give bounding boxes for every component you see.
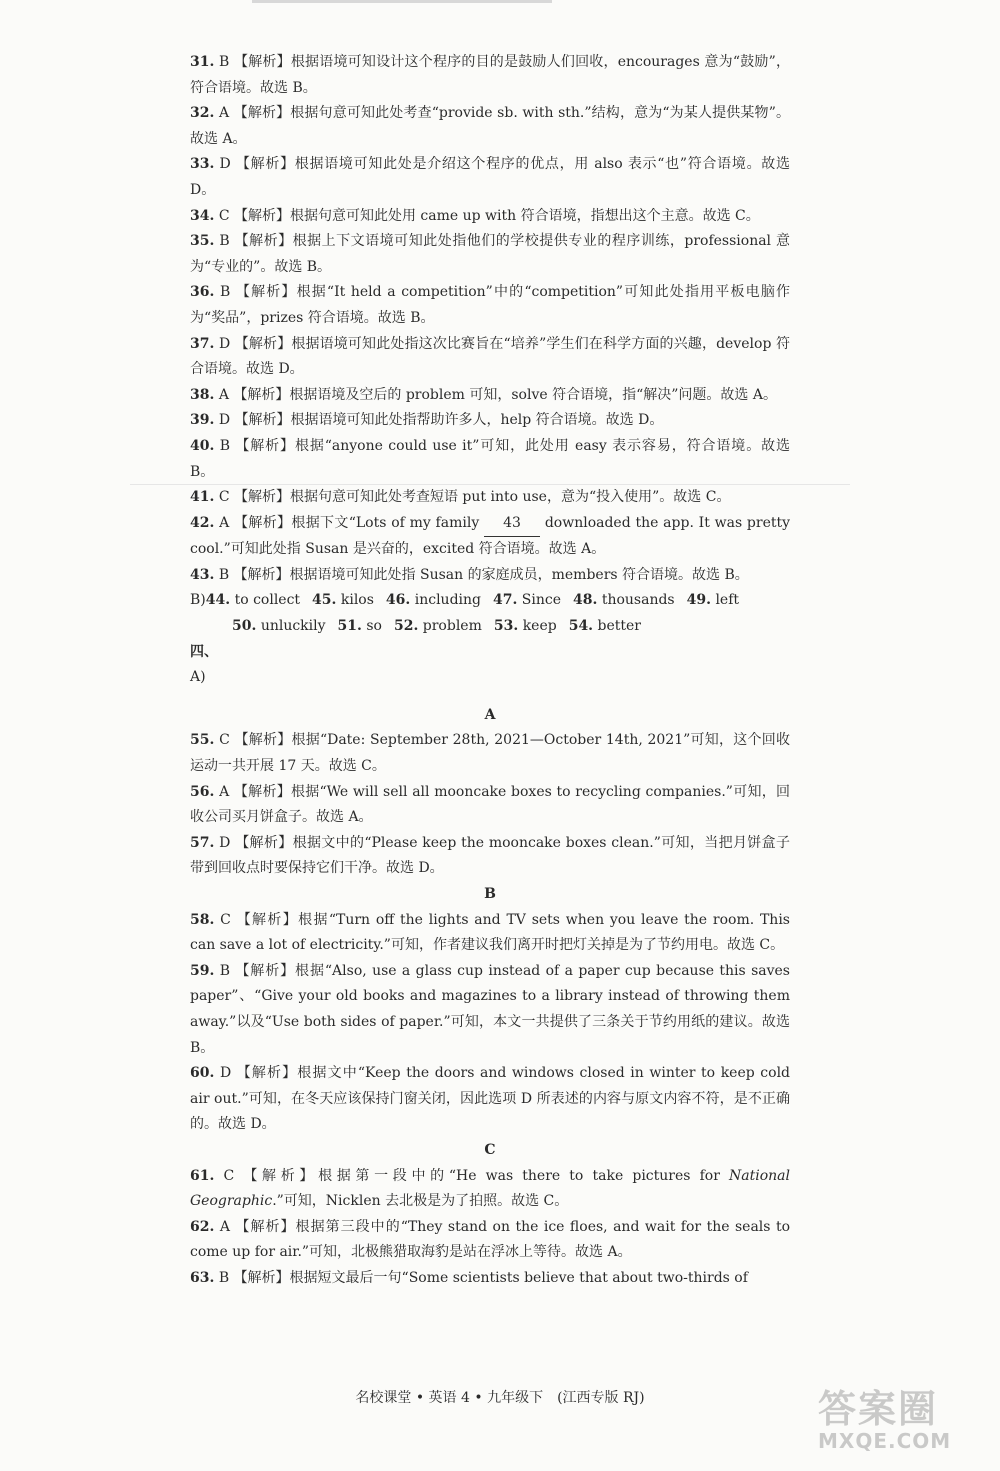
fill-number: 52. bbox=[393, 618, 419, 635]
fill-number: 51. bbox=[337, 618, 362, 635]
answer-item bbox=[190, 959, 790, 1061]
answer-item bbox=[190, 780, 790, 831]
answer-item bbox=[190, 332, 790, 383]
item-number: 34. bbox=[190, 207, 215, 224]
passage-b-explanations bbox=[190, 908, 790, 1138]
answer-item bbox=[190, 229, 790, 280]
item-number: 58. bbox=[190, 911, 215, 928]
fill-answers-1 bbox=[206, 592, 739, 608]
item-text: C 【解析】根据“Date: September 28th, 2021—October 14th, 2021”可知，这个回收运动一共开展 17 天。故选 C。 bbox=[190, 732, 790, 775]
answer-item bbox=[190, 485, 790, 511]
answer-item bbox=[190, 831, 790, 882]
item-text-after: .”可知，Nicklen 去北极是为了拍照。故选 C。 bbox=[272, 1193, 569, 1210]
fill-number: 48. bbox=[573, 592, 598, 609]
fill-number: 47. bbox=[492, 592, 518, 609]
answer-item bbox=[190, 1215, 790, 1266]
answer-item bbox=[190, 204, 790, 230]
fill-answer: Since bbox=[521, 592, 562, 609]
item-number: 35. bbox=[190, 233, 215, 250]
item-number: 42. bbox=[190, 514, 215, 531]
item-text: B 【解析】根据语境可知设计这个程序的目的是鼓励人们回收，encourages 意为“鼓励”，符合语境。故选 B。 bbox=[190, 54, 791, 96]
blank-43: 43 bbox=[484, 511, 540, 538]
item-text: B 【解析】根据上下文语境可知此处指他们的学校提供专业的程序训练，professional 意为“专业的”。故选 B。 bbox=[190, 233, 790, 275]
passage-b-heading: B bbox=[484, 886, 496, 902]
item-text: D 【解析】根据语境可知此处是介绍这个程序的优点，用 also 表示“也”符合语境。故选 D。 bbox=[190, 156, 791, 198]
item-number: 36. bbox=[190, 284, 215, 301]
fill-in-row-2 bbox=[190, 614, 790, 640]
item-text: A 【解析】根据第三段中的“They stand on the ice floes, and wait for the seals to come up for air.”可知，北极熊猎取海豹是站在浮冰上等待。故选 A。 bbox=[190, 1218, 790, 1261]
answer-item bbox=[190, 728, 790, 779]
fill-answer: thousands bbox=[601, 592, 675, 609]
item-number: 39. bbox=[190, 412, 215, 429]
passage-a-heading: A bbox=[484, 706, 496, 723]
item-number: 40. bbox=[190, 437, 215, 454]
item-text: B 【解析】根据“It held a competition”中的“competition”可知此处指用平板电脑作为“奖品”，prizes 符合语境。故选 B。 bbox=[190, 284, 790, 326]
item-number: 61. bbox=[190, 1167, 215, 1184]
item-text: C 【解析】根据“Turn off the lights and TV sets when you leave the room. This can save a lot of electricity.”可知，作者建议我们离开时把灯关掉是为了节约用电。故选 C。 bbox=[190, 911, 790, 954]
item-text: B 【解析】根据“anyone could use it”可知，此处用 easy 表示容易，符合语境。故选 B。 bbox=[190, 437, 790, 480]
item-number: 60. bbox=[190, 1065, 215, 1082]
page-footer: 名校课堂 • 英语 4 • 九年级下 (江西专版 RJ) bbox=[355, 1390, 645, 1406]
fill-number: 54. bbox=[568, 618, 594, 635]
item-number: 62. bbox=[190, 1218, 215, 1235]
answer-item bbox=[190, 383, 790, 409]
answer-item-61 bbox=[190, 1164, 790, 1215]
fill-number: 45. bbox=[312, 592, 337, 609]
item-number: 31. bbox=[190, 54, 215, 70]
item-text: A 【解析】根据句意可知此处考查“provide sb. with sth.”结构，意为“为某人提供某物”。故选 A。 bbox=[190, 105, 791, 147]
scan-edge-line bbox=[252, 0, 552, 3]
item-text: A 【解析】根据“We will sell all mooncake boxes to recycling companies.”可知，回收公司买月饼盒子。故选 A。 bbox=[190, 783, 790, 826]
section-four-sub: A) bbox=[190, 669, 206, 686]
answer-item bbox=[190, 101, 790, 152]
fill-answer: keep bbox=[522, 618, 557, 635]
item-text: A 【解析】根据语境及空后的 problem 可知，solve 符合语境，指“解决”问题。故选 A。 bbox=[218, 386, 777, 403]
fill-in-row-1 bbox=[190, 588, 790, 614]
item-number: 59. bbox=[190, 962, 215, 979]
answer-item bbox=[190, 908, 790, 959]
fill-number: 50. bbox=[232, 618, 257, 635]
italic-title: National Geographic bbox=[190, 1167, 790, 1210]
cloze-explanations bbox=[190, 50, 790, 511]
fill-answer: so bbox=[366, 618, 382, 635]
item-number: 38. bbox=[190, 386, 215, 403]
item-text-after: downloaded the app. It was pretty cool.”可知此处指 Susan 是兴奋的，excited 符合语境。故选 A。 bbox=[190, 514, 791, 558]
item-number: 33. bbox=[190, 156, 215, 173]
item-text-before: C 【解析】根据第一段中的“He was there to take pictures for bbox=[223, 1167, 730, 1184]
item-text: B 【解析】根据“Also, use a glass cup instead of a paper cup because this saves paper”、“Give your old books and magazines to a library instead of throwing them away.”以及“Use both sides of paper.”可知，本文一共提供了三条关于节约用纸的建议。故选 B。 bbox=[190, 962, 790, 1056]
answer-key-content bbox=[190, 50, 790, 1292]
fill-answer: kilos bbox=[340, 592, 374, 609]
answer-item bbox=[190, 1266, 790, 1292]
passage-c-explanations bbox=[190, 1215, 790, 1292]
passage-a-explanations bbox=[190, 728, 790, 882]
item-text: B 【解析】根据语境可知此处指 Susan 的家庭成员，members 符合语境。故选 B。 bbox=[218, 566, 749, 583]
fill-answers-2 bbox=[232, 618, 641, 634]
item-text: D 【解析】根据文中的“Please keep the mooncake boxes clean.”可知，当把月饼盒子带到回收点时要保持它们干净。故选 D。 bbox=[190, 834, 791, 877]
item-text-before: A 【解析】根据下文“Lots of my family bbox=[219, 514, 480, 531]
answer-item bbox=[190, 152, 790, 203]
item-text: C 【解析】根据句意可知此处考查短语 put into use，意为“投入使用”。故选 C。 bbox=[218, 489, 731, 506]
item-text: D 【解析】根据文中“Keep the doors and windows closed in winter to keep cold air out.”可知，在冬天应该保持门窗关闭，因此选项 D 所表述的内容与原文内容不符，是不正确的。故选 D。 bbox=[190, 1065, 791, 1133]
item-text: B 【解析】根据短文最后一句“Some scientists believe that about two-thirds of bbox=[218, 1269, 748, 1286]
fill-answer: to collect bbox=[234, 592, 301, 609]
answer-item-43 bbox=[190, 563, 790, 589]
item-number: 37. bbox=[190, 335, 215, 352]
item-number: 32. bbox=[190, 105, 215, 122]
fill-answer: problem bbox=[422, 618, 482, 635]
fill-number: 44. bbox=[205, 592, 231, 609]
fill-number: 53. bbox=[493, 618, 519, 635]
answer-item bbox=[190, 280, 790, 331]
answer-item bbox=[190, 408, 790, 434]
fill-answer: including bbox=[414, 592, 481, 609]
fill-answer: left bbox=[715, 592, 740, 609]
item-text: D 【解析】根据语境可知此处指帮助许多人，help 符合语境。故选 D。 bbox=[218, 412, 664, 429]
section-b-label: B) bbox=[190, 592, 206, 609]
answer-item bbox=[190, 1061, 790, 1138]
item-text: C 【解析】根据句意可知此处用 came up with 符合语境，指想出这个主意。故选 C。 bbox=[218, 207, 760, 224]
fill-answer: unluckily bbox=[260, 618, 326, 635]
item-number: 43. bbox=[190, 566, 215, 583]
watermark-logo: 答案圈 bbox=[818, 1387, 939, 1431]
section-four-heading: 四、 bbox=[190, 643, 218, 660]
passage-c-heading: C bbox=[484, 1141, 496, 1158]
item-text: D 【解析】根据语境可知此处指这次比赛旨在“培养”学生们在科学方面的兴趣，develop 符合语境。故选 D。 bbox=[190, 335, 790, 378]
answer-item bbox=[190, 434, 790, 485]
watermark-url: MXQE.COM bbox=[818, 1429, 952, 1453]
item-number: 56. bbox=[190, 783, 215, 800]
item-number: 41. bbox=[190, 489, 215, 506]
answer-item-42 bbox=[190, 511, 790, 563]
item-number: 57. bbox=[190, 834, 215, 851]
fill-answer: better bbox=[597, 618, 641, 635]
answer-item bbox=[190, 50, 790, 101]
item-number: 63. bbox=[190, 1269, 215, 1286]
fill-number: 46. bbox=[385, 592, 411, 609]
site-watermark bbox=[818, 1378, 988, 1458]
fill-number: 49. bbox=[686, 592, 711, 609]
item-number: 55. bbox=[190, 732, 215, 749]
